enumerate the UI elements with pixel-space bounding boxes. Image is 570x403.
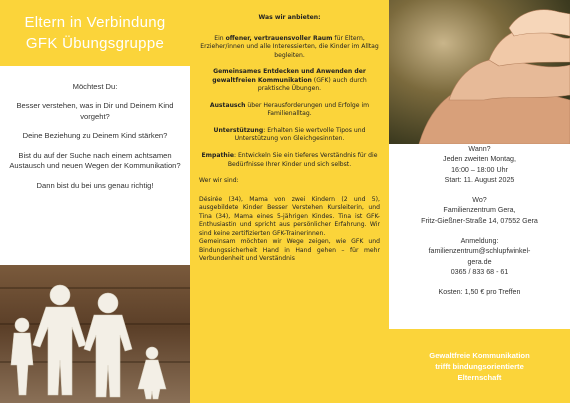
when-line-1: Jeden zweiten Montag, (443, 155, 516, 164)
offer-4: Unterstützung: Erhalten Sie wertvolle Tipos und Unterstützung von Gleichgesinnten. (213, 126, 366, 143)
signup-email-2: gera.de (467, 257, 492, 266)
who-text: Désirée (34), Mama von zwei Kindern (2 und 5), ausgebildete Kinder Besser Verstehen Kursleiterin, und Tina (34), Mama eines 5-jährigen Kindes. Tina ist GFK-Enthusiastin und spricht aus persönlicher Erfahrung. Wir sind keine zertifizierten GFK-Trainerinnen. (199, 195, 380, 237)
question-2: Deine Beziehung zu Deinem Kind stärken? (22, 131, 168, 141)
hands-icon (389, 0, 570, 144)
tagline-line-2: trifft bindungsorientierte (435, 361, 524, 371)
question-intro: Möchtest Du: (72, 82, 118, 91)
question-3: Bist du auf der Suche nach einem achtsamen Austausch und neuen Wegen der Kommunikation? (9, 150, 181, 171)
middle-panel (190, 0, 389, 403)
when-label: Wann? (468, 145, 491, 153)
questions-block (0, 66, 190, 191)
signup-phone: 0365 / 833 68 - 61 (450, 267, 509, 276)
offer-2: Gemeinsames Entdecken und Anwenden der gewaltfreien Kommunikation (GFK) auch durch praktische Übungen. (212, 68, 367, 93)
event-info (389, 144, 570, 298)
offer-1: Ein offener, vertrauensvoller Raum für Eltern, Erzieher/innen und alle Interessierten, die Kinder im Alltag begleiten. (200, 34, 379, 59)
paper-family-icon (0, 265, 190, 403)
right-panel (389, 0, 570, 403)
question-1: Besser verstehen, was in Dir und Deinem Kind vorgeht? (16, 101, 174, 121)
tagline-line-1: Gewaltfreie Kommunikation (429, 350, 530, 360)
question-closing: Dann bist du bei uns genau richtig! (36, 180, 154, 190)
cost-line: Kosten: 1,50 € pro Treffen (438, 288, 521, 297)
where-label: Wo? (472, 196, 487, 205)
stacked-hands-photo (389, 0, 570, 144)
when-line-2: 16:00 – 18:00 Uhr (451, 165, 508, 174)
who-heading: Wer wir sind: (199, 177, 239, 185)
offer-heading: Was wir anbieten: (258, 14, 321, 21)
offer-block (190, 0, 389, 264)
left-panel (0, 0, 190, 403)
signup-label: Anmeldung: (460, 237, 499, 246)
title-line-2: GFK Übungsgruppe (25, 35, 165, 52)
who-text-2: Gemeinsam möchten wir Wege zeigen, wie GFK und Bindungssicherheit Hand in Hand gehen – für mehr Verbundenheit und Verständnis (199, 238, 380, 263)
tagline-line-3: Elternschaft (457, 372, 502, 382)
offer-3: Austausch über Herausforderungen und Erfolge im Familienalltag. (209, 101, 370, 118)
title-banner (0, 0, 190, 66)
signup-email-1: familienzentrum@schlupfwinkel- (428, 247, 531, 256)
offer-5: Empathie: Entwickeln Sie ein tieferes Verständnis für die Bedürfnisse Ihrer Kinder und sich selbst. (201, 152, 378, 168)
where-line-2: Fritz-Gießner-Straße 14, 07552 Gera (421, 216, 538, 225)
when-line-3: Start: 11. August 2025 (444, 175, 515, 184)
where-line-1: Familienzentrum Gera, (443, 206, 516, 215)
tagline-banner (389, 329, 570, 403)
title-line-1: Eltern in Verbindung (24, 14, 166, 31)
paper-family-photo (0, 265, 190, 403)
